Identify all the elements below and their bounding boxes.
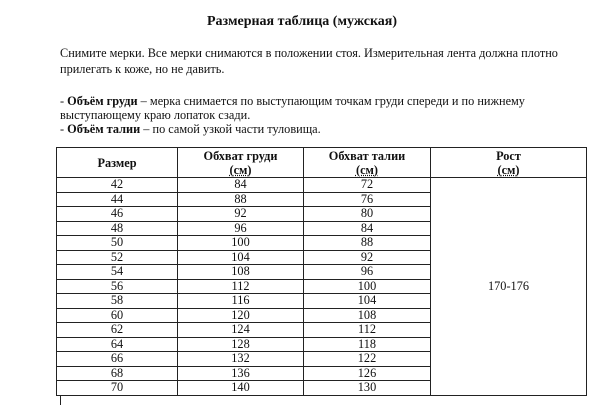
header-label: Размер — [97, 156, 137, 170]
header-unit: (см) — [497, 163, 520, 177]
cell-waist: 88 — [304, 236, 431, 251]
cell-chest: 104 — [178, 250, 304, 265]
cell-waist: 84 — [304, 221, 431, 236]
cell-waist: 92 — [304, 250, 431, 265]
cell-size: 56 — [57, 279, 178, 294]
cell-waist: 108 — [304, 308, 431, 323]
cell-height: 170-176 — [431, 178, 587, 396]
header-label: Обхват талии — [328, 149, 406, 163]
cell-size: 48 — [57, 221, 178, 236]
cell-size: 66 — [57, 352, 178, 367]
cell-size: 44 — [57, 192, 178, 207]
header-label: Обхват груди — [203, 149, 278, 163]
header-unit: (см) — [355, 163, 379, 177]
cell-chest: 116 — [178, 294, 304, 309]
cell-size: 60 — [57, 308, 178, 323]
cell-size: 54 — [57, 265, 178, 280]
cell-size: 50 — [57, 236, 178, 251]
definition-text: – по самой узкой части туловища. — [140, 122, 321, 136]
cell-chest: 140 — [178, 381, 304, 396]
cell-size: 68 — [57, 366, 178, 381]
header-waist — [304, 148, 431, 178]
page-title: Размерная таблица (мужская) — [206, 14, 398, 29]
cell-chest: 100 — [178, 236, 304, 251]
cell-waist: 76 — [304, 192, 431, 207]
header-height — [431, 148, 587, 178]
definitions — [60, 94, 570, 136]
size-table — [56, 147, 587, 396]
cell-chest: 120 — [178, 308, 304, 323]
cell-waist: 100 — [304, 279, 431, 294]
cell-chest: 108 — [178, 265, 304, 280]
definition-term: Объём груди — [67, 94, 138, 108]
cell-waist: 130 — [304, 381, 431, 396]
cell-size: 70 — [57, 381, 178, 396]
cell-waist: 122 — [304, 352, 431, 367]
table-row — [57, 178, 587, 193]
definition-text: – мерка снимается по выступающим точкам груди спереди и по нижнему выступающему краю лопаток сзади. — [60, 94, 525, 122]
cell-waist: 112 — [304, 323, 431, 338]
intro-paragraph: Снимите мерки. Все мерки снимаются в положении стоя. Измерительная лента должна плотно прилегать к коже, но не давить. — [60, 46, 558, 76]
definition-term: Объём талии — [67, 122, 141, 136]
cell-waist: 118 — [304, 337, 431, 352]
definition-prefix: - — [60, 94, 68, 108]
cell-waist: 96 — [304, 265, 431, 280]
cell-size: 46 — [57, 207, 178, 222]
cell-size: 62 — [57, 323, 178, 338]
cell-waist: 72 — [304, 178, 431, 193]
cell-chest: 124 — [178, 323, 304, 338]
text-cursor — [60, 396, 61, 405]
cell-chest: 88 — [178, 192, 304, 207]
definition-prefix: - — [60, 122, 68, 136]
cell-chest: 136 — [178, 366, 304, 381]
definition-chest — [60, 94, 570, 122]
definition-waist — [60, 122, 570, 136]
cell-size: 64 — [57, 337, 178, 352]
header-unit: (см) — [229, 163, 252, 177]
cell-chest: 96 — [178, 221, 304, 236]
cell-size: 42 — [57, 178, 178, 193]
header-label: Рост — [496, 149, 521, 163]
header-size — [57, 148, 178, 178]
table-header-row — [57, 148, 587, 178]
table-body — [57, 178, 587, 396]
header-chest — [178, 148, 304, 178]
cell-chest: 84 — [178, 178, 304, 193]
cell-waist: 126 — [304, 366, 431, 381]
cell-size: 58 — [57, 294, 178, 309]
cell-chest: 132 — [178, 352, 304, 367]
cell-chest: 112 — [178, 279, 304, 294]
cell-size: 52 — [57, 250, 178, 265]
cell-chest: 128 — [178, 337, 304, 352]
cell-chest: 92 — [178, 207, 304, 222]
cell-waist: 80 — [304, 207, 431, 222]
cell-waist: 104 — [304, 294, 431, 309]
